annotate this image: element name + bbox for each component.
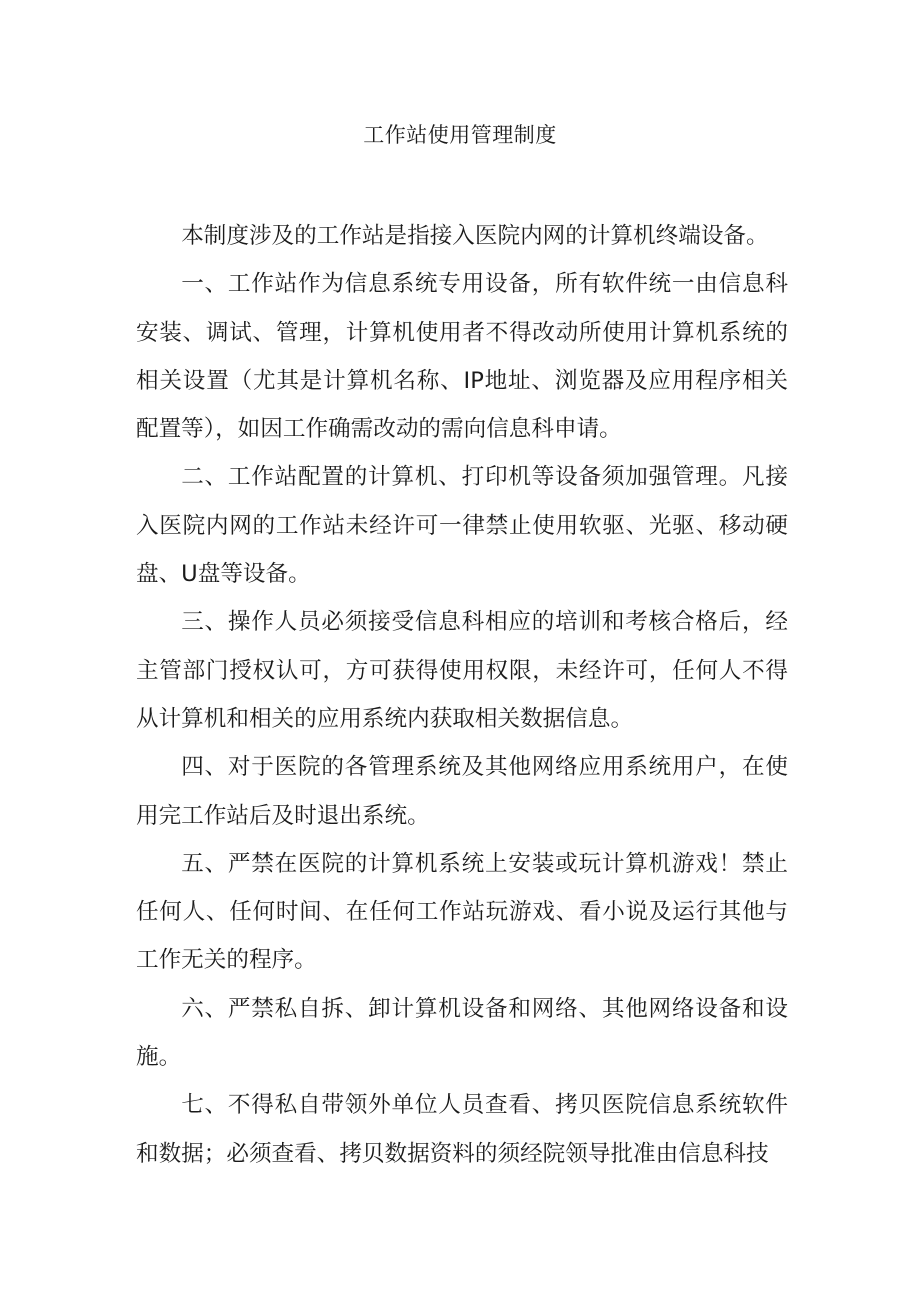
paragraph-rule-5: 五、严禁在医院的计算机系统上安装或玩计算机游戏！禁止任何人、任何时间、在任何工作站玩游戏、看小说及运行其他与工作无关的程序。: [136, 850, 788, 974]
paragraph-rule-3: 三、操作人员必须接受信息科相应的培训和考核合格后，经主管部门授权认可，方可获得使用权限，未经许可，任何人不得从计算机和相关的应用系统内获取相关数据信息。: [136, 609, 788, 732]
document-body: [136, 212, 788, 1178]
paragraph-rule-7: 七、不得私自带领外单位人员查看、拷贝医院信息系统软件和数据；必须查看、拷贝数据资料的须经院领导批准由信息科技: [136, 1092, 788, 1167]
paragraph-rule-1: 一、工作站作为信息系统专用设备，所有软件统一由信息科安装、调试、管理，计算机使用者不得改动所使用计算机系统的相关设置（尤其是计算机名称、IP地址、浏览器及应用程序相关配置等），如因工作确需改动的需向信息科申请。: [136, 271, 788, 443]
paragraph-rule-2: 二、工作站配置的计算机、打印机等设备须加强管理。凡接入医院内网的工作站未经许可一律禁止使用软驱、光驱、移动硬盘、U盘等设备。: [136, 464, 788, 588]
paragraph-intro: 本制度涉及的工作站是指接入医院内网的计算机终端设备。: [181, 223, 769, 249]
paragraph-rule-6: 六、严禁私自拆、卸计算机设备和网络、其他网络设备和设施。: [136, 995, 788, 1071]
document-title: 工作站使用管理制度: [363, 123, 557, 147]
paragraph-rule-4: 四、对于医院的各管理系统及其他网络应用系统用户，在使用完工作站后及时退出系统。: [136, 754, 788, 829]
